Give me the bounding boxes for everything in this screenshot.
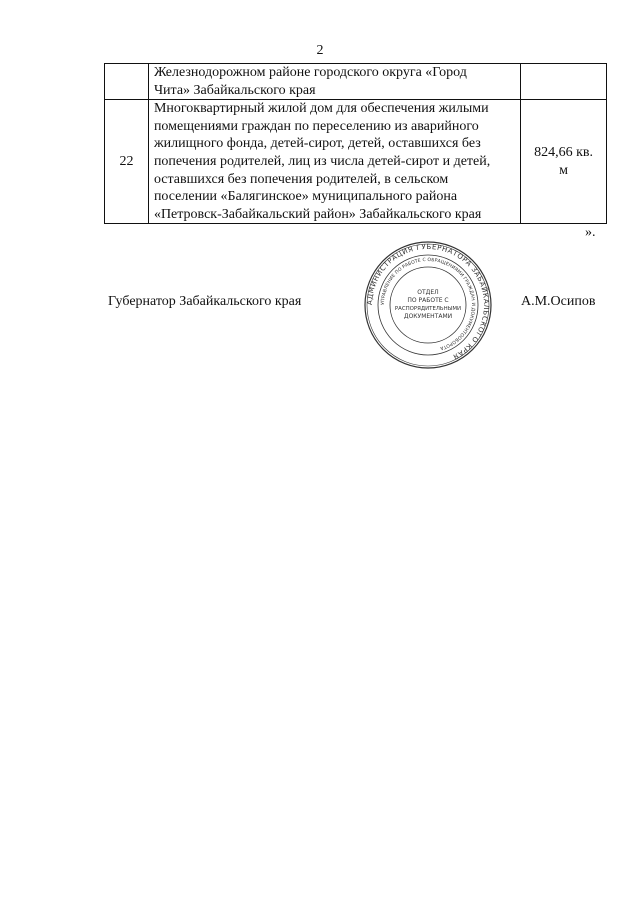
signatory-title: Губернатор Забайкальского края (108, 294, 302, 309)
area-unit: м (559, 162, 568, 178)
row-area-cell (521, 100, 607, 224)
description-line: попечения родителей, лиц из числа детей-сирот и детей, (153, 153, 491, 169)
signatory-name: А.М.Осипов (521, 294, 596, 309)
objects-table (104, 63, 607, 224)
row-number-cell: 22 (105, 100, 149, 224)
area-value: 824,66 кв. (534, 145, 594, 161)
description-line: Железнодорожном районе городского округа «Город (153, 65, 467, 80)
description-line: Чита» Забайкальского края (153, 82, 316, 98)
table-row (105, 100, 607, 224)
description-line: помещениями граждан по переселению из аварийного (153, 118, 479, 134)
row-number-cell (105, 64, 149, 100)
svg-text:ДОКУМЕНТАМИ: ДОКУМЕНТАМИ (403, 313, 453, 320)
description-line: «Петровск-Забайкальский район» Забайкальского края (153, 206, 482, 222)
row-area-cell (521, 64, 607, 100)
table-row (105, 64, 607, 100)
description-line: поселении «Балягинское» муниципального района (153, 189, 458, 205)
closing-quote-mark: ». (585, 225, 596, 240)
description-line: жилищного фонда, детей-сирот, детей, оставшихся без (153, 136, 481, 152)
svg-text:АДМИНИСТРАЦИЯ ГУБЕРНАТОРА ЗАБА: АДМИНИСТРАЦИЯ ГУБЕРНАТОРА ЗАБАЙКАЛЬСКОГО КРАЯ (365, 242, 491, 361)
row-description-cell (148, 100, 520, 224)
row-description-cell (148, 64, 520, 100)
official-stamp-seal (364, 241, 492, 369)
svg-text:УПРАВЛЕНИЕ ПО РАБОТЕ С ОБРАЩЕН: УПРАВЛЕНИЕ ПО РАБОТЕ С ОБРАЩЕНИЯМИ ГРАЖДАН И ДОКУМЕНТООБОРОТА (380, 257, 476, 351)
page-number: 2 (316, 43, 324, 58)
description-line: Многоквартирный жилой дом для обеспечения жилыми (153, 101, 489, 117)
svg-text:ОТДЕЛ: ОТДЕЛ (417, 289, 439, 296)
svg-text:РАСПОРЯДИТЕЛЬНЫМИ: РАСПОРЯДИТЕЛЬНЫМИ (394, 306, 462, 312)
description-line: оставшихся без попечения родителей, в сельском (153, 171, 449, 187)
svg-text:ПО РАБОТЕ С: ПО РАБОТЕ С (407, 297, 449, 304)
